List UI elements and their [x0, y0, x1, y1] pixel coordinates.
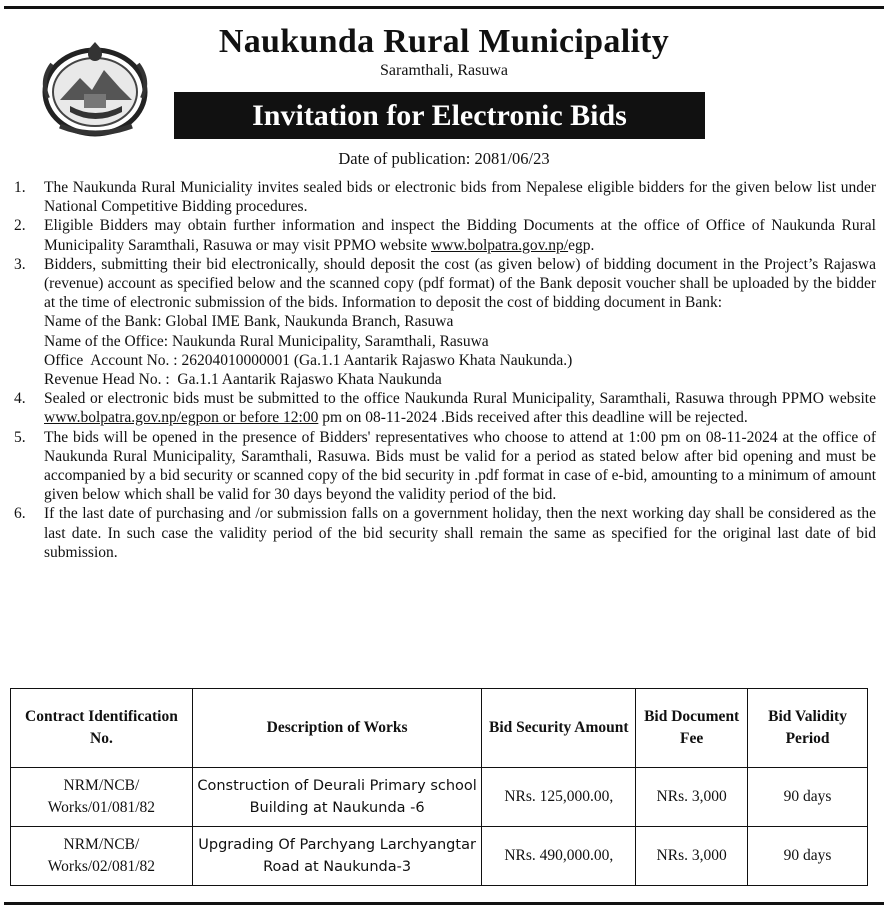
bank-details [14, 312, 876, 389]
document-fee: NRs. 3,000 [636, 768, 748, 827]
clause-tail: egp. [568, 236, 595, 254]
validity-period: 90 days [748, 827, 868, 886]
clause-1 [14, 178, 876, 216]
office-name: Name of the Office: Naukunda Rural Municipality, Saramthali, Rasuwa [44, 332, 489, 350]
validity-period: 90 days [748, 768, 868, 827]
municipality-address: Saramthali, Rasuwa [380, 62, 508, 79]
clause-text: Bidders, submitting their bid electronically, should deposit the cost (as given below) of bidding document in the Project’s Rajaswa (revenue) account as specified below and the scanned copy (pdf format) of the Bank deposit voucher shall be uploaded by the bidder at the time of electronic submission of the bids. Information to deposit the cost of bidding document in Bank: [44, 255, 876, 312]
clause-number: 6. [14, 505, 26, 523]
col-header-contract-id: Contract Identification No. [11, 689, 193, 768]
contract-id: NRM/NCB/ Works/02/081/82 [11, 827, 193, 886]
clause-body: Sealed or electronic bids must be submitted to the office Naukunda Rural Municipality, Saramthali, Rasuwa through PPMO website [44, 390, 876, 408]
bid-security-amount: NRs. 125,000.00, [482, 768, 636, 827]
municipality-name: Naukunda Rural Municipality [218, 23, 670, 60]
col-header-validity: Bid Validity Period [748, 689, 868, 768]
clause-6 [14, 504, 876, 562]
notice-title-banner: Invitation for Electronic Bids [174, 92, 705, 139]
clause-4 [14, 389, 876, 427]
nepal-emblem-icon [40, 40, 150, 138]
revenue-head: Revenue Head No. : Ga.1.1 Aantarik Rajaswo Khata Naukunda [44, 371, 442, 389]
table-row [11, 827, 868, 886]
clause-tail: pm on 08-11-2024 .Bids received after this deadline will be rejected. [318, 409, 748, 427]
notice-body [14, 178, 876, 562]
bids-table [10, 688, 868, 886]
work-description: Upgrading Of Parchyang Larchyangtar Road at Naukunda-3 [192, 827, 482, 886]
ppmo-link[interactable]: www.bolpatra.gov.np/egpon or before 12:00 [44, 409, 319, 427]
table-row [11, 768, 868, 827]
clause-text [44, 216, 876, 254]
col-header-description: Description of Works [192, 689, 482, 768]
clause-text: The Naukunda Rural Municiality invites sealed bids or electronic bids from Nepalese eligible bidders for the given below list under National Competitive Bidding procedures. [44, 179, 876, 216]
account-number: Office Account No. : 26204010000001 (Ga.1.1 Aantarik Rajaswo Khata Naukunda.) [44, 351, 573, 369]
clause-text: If the last date of purchasing and /or submission falls on a government holiday, then the next working day shall be considered as the last date. In such case the validity period of the bid security shall remain the same as specified for the original last date of bid submission. [44, 505, 876, 561]
document-fee: NRs. 3,000 [636, 827, 748, 886]
clause-number: 3. [14, 255, 26, 273]
publication-date: Date of publication: 2081/06/23 [338, 149, 550, 168]
clause-text: The bids will be opened in the presence of Bidders' representatives who choose to attend at 1:00 pm on 08-11-2024 at the office of Naukunda Rural Municipality, Saramthali, Rasuwa. Bids must be valid for a period as stated below after bid opening and must be accompanied by a bid security or scanned copy of the bid security in .pdf format in case of e-bid, amounting to a minimum of amount given below which shall be valid for 30 days beyond the validity period of the bid. [44, 428, 876, 504]
bottom-rule [4, 902, 884, 905]
bid-security-amount: NRs. 490,000.00, [482, 827, 636, 886]
clause-text [44, 389, 876, 427]
ppmo-link[interactable]: www.bolpatra.gov.np/ [431, 236, 569, 254]
work-description: Construction of Deurali Primary school Building at Naukunda -6 [192, 768, 482, 827]
clause-number: 2. [14, 217, 26, 235]
table-header-row [11, 689, 868, 768]
clause-5 [14, 428, 876, 505]
clause-body: Eligible Bidders may obtain further information and inspect the Bidding Documents at the office of Office of Naukunda Rural Municipality Saramthali, Rasuwa or may visit PPMO website [44, 217, 876, 254]
bank-name: Name of the Bank: Global IME Bank, Naukunda Branch, Rasuwa [44, 313, 454, 331]
clause-number: 5. [14, 428, 26, 446]
col-header-document-fee: Bid Document Fee [636, 689, 748, 768]
clause-2 [14, 216, 876, 254]
clause-3 [14, 255, 876, 313]
top-rule [4, 6, 884, 9]
clause-number: 1. [14, 179, 26, 196]
col-header-bid-security: Bid Security Amount [482, 689, 636, 768]
clause-number: 4. [14, 390, 26, 408]
contract-id: NRM/NCB/ Works/01/081/82 [11, 768, 193, 827]
